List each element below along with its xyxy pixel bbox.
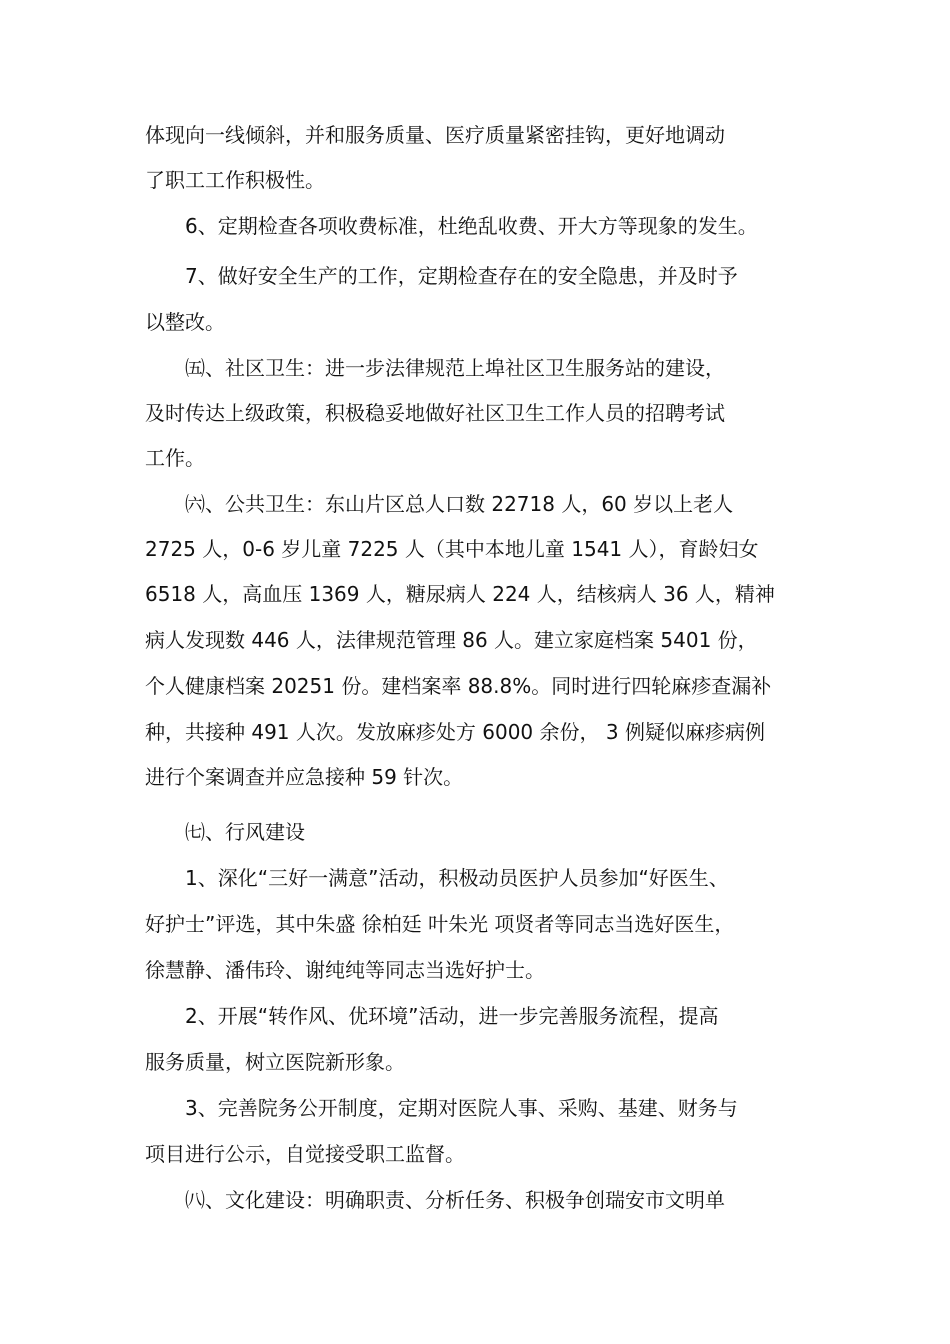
text-line: 工作。 — [145, 446, 205, 470]
text-line: 徐慧静、潘伟玲、谢纯纯等同志当选好护士。 — [145, 958, 545, 982]
text-line: ㈧、文化建设：明确职责、分析任务、积极争创瑞安市文明单 — [185, 1188, 725, 1212]
text-line: 服务质量，树立医院新形象。 — [145, 1050, 405, 1074]
text-line: ㈥、公共卫生：东山片区总人口数 22718 人，60 岁以上老人 — [185, 492, 734, 516]
text-line: 好护士”评选，其中朱盛 徐柏廷 叶朱光 项贤者等同志当选好医生， — [145, 912, 735, 936]
text-line: 了职工工作积极性。 — [145, 168, 325, 192]
text-line: 种，共接种 491 人次。发放麻疹处方 6000 余份， 3 例疑似麻疹病例 — [145, 720, 765, 744]
text-line: ㈤、社区卫生：进一步法律规范上埠社区卫生服务站的建设， — [185, 356, 725, 380]
text-line: 3、完善院务公开制度，定期对医院人事、采购、基建、财务与 — [185, 1096, 738, 1120]
text-line: 病人发现数 446 人，法律规范管理 86 人。建立家庭档案 5401 份， — [145, 628, 758, 652]
text-line: 体现向一线倾斜，并和服务质量、医疗质量紧密挂钩，更好地调动 — [145, 123, 725, 147]
text-line: 7、做好安全生产的工作，定期检查存在的安全隐患，并及时予 — [185, 264, 738, 288]
text-line: 以整改。 — [145, 310, 225, 334]
text-line: 项目进行公示，自觉接受职工监督。 — [145, 1142, 465, 1166]
text-line: 6、定期检查各项收费标准，杜绝乱收费、开大方等现象的发生。 — [185, 214, 758, 238]
text-line: 2、开展“转作风、优环境”活动，进一步完善服务流程，提高 — [185, 1004, 719, 1028]
text-line: 及时传达上级政策，积极稳妥地做好社区卫生工作人员的招聘考试 — [145, 401, 725, 425]
text-line: 进行个案调查并应急接种 59 针次。 — [145, 765, 464, 789]
text-line: 6518 人，高血压 1369 人，糖尿病人 224 人，结核病人 36 人，精神 — [145, 582, 775, 606]
text-line: 1、深化“三好一满意”活动，积极动员医护人员参加“好医生、 — [185, 866, 729, 890]
text-line: 2725 人，0-6 岁儿童 7225 人（其中本地儿童 1541 人），育龄妇女 — [145, 537, 759, 561]
text-line: 个人健康档案 20251 份。建档案率 88.8%。同时进行四轮麻疹查漏补 — [145, 674, 772, 698]
text-line: ㈦、行风建设 — [185, 820, 305, 844]
